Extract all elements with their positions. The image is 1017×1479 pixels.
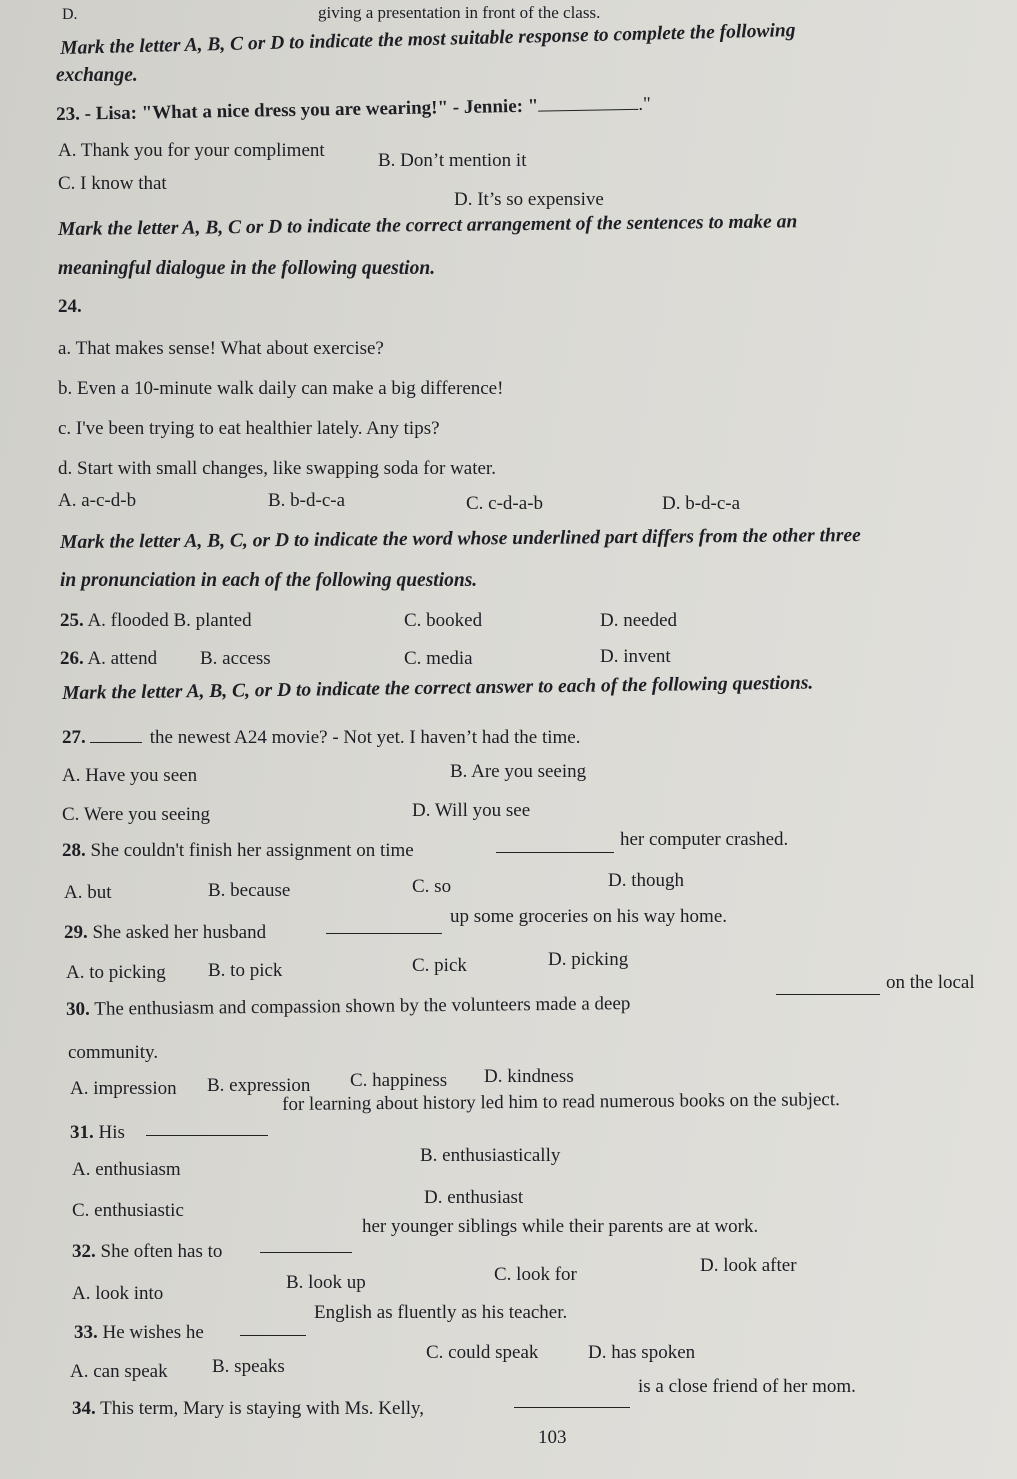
option-d: D. b-d-c-a [662,493,741,514]
option-a: A. Have you seen [62,765,198,786]
answer-blank [496,837,614,853]
option-a: A. look into [72,1283,164,1304]
question-stem: He wishes he [102,1322,204,1343]
instruction-arrangement-line1: Mark the letter A, B, C or D to indicate the correct arrangement of the sentences to make an [58,211,798,240]
option-c: C. booked [404,610,483,631]
question-number: 27. [62,727,86,748]
question-25 [60,610,252,632]
instruction-grammar: Mark the letter A, B, C, or D to indicate the correct answer to each of the following questions. [62,672,814,704]
question-number: 26. [60,648,84,669]
question-number: 33. [74,1322,98,1343]
instruction-response-line1: Mark the letter A, B, C or D to indicate the most suitable response to complete the following [60,20,796,59]
question-stem: She asked her husband [92,922,267,943]
option-d: D. though [608,870,684,891]
option-d: D. look after [700,1255,797,1276]
option-d: D. kindness [484,1066,574,1087]
option-d: D. Will you see [412,800,531,821]
answer-blank [146,1120,268,1136]
option-b: B. access [200,648,271,669]
option-a: A. flooded [87,610,169,631]
question-stem: She often has to [100,1241,223,1262]
answer-blank [260,1237,352,1253]
question-stem: the newest A24 movie? - Not yet. I haven’t had the time. [149,727,581,748]
option-c: C. pick [412,955,467,976]
option-a: A. to picking [66,962,166,983]
question-stem: This term, Mary is staying with Ms. Kelly, [100,1398,425,1419]
instruction-response-line2: exchange. [56,65,138,86]
option-b: B. planted [173,610,252,631]
question-27 [62,727,580,749]
sentence-a: a. That makes sense! What about exercise? [58,338,384,359]
sentence-b: b. Even a 10-minute walk daily can make a big difference! [58,378,504,399]
option-a: A. impression [70,1078,177,1099]
question-number: 28. [62,840,86,861]
question-29 [64,922,266,944]
question-23 [56,94,651,126]
question-stem-end: on the local [886,972,975,993]
question-stem-end: for learning about history led him to read numerous books on the subject. [282,1089,840,1115]
option-b: B. Are you seeing [450,761,587,782]
question-number: 23. [56,103,81,125]
answer-blank [90,727,142,743]
option-a: A. attend [87,648,158,669]
question-26 [60,648,157,670]
question-stem: The enthusiasm and compassion shown by the volunteers made a deep [94,993,631,1020]
option-b: B. b-d-c-a [268,490,346,511]
option-c: C. could speak [426,1342,539,1363]
question-30 [66,993,630,1021]
question-stem-end: up some groceries on his way home. [450,906,728,927]
question-stem: His [98,1122,125,1143]
option-c: C. c-d-a-b [466,493,544,514]
answer-blank [776,979,880,995]
top-fragment-text: giving a presentation in front of the class. [318,3,601,22]
option-a: A. but [64,882,112,903]
question-stem-end: English as fluently as his teacher. [314,1302,568,1323]
option-c: C. look for [494,1264,577,1285]
question-33 [74,1322,204,1344]
option-d: D. has spoken [588,1342,696,1363]
option-d: D. enthusiast [424,1187,524,1208]
question-stem-end: her younger siblings while their parents are at work. [362,1216,759,1237]
option-a: A. enthusiasm [72,1159,181,1180]
answer-blank [240,1320,306,1336]
option-a: A. a-c-d-b [58,490,137,511]
option-b: B. enthusiastically [420,1145,561,1166]
answer-blank [538,94,638,112]
option-b: B. Don’t mention it [378,150,527,171]
question-28 [62,840,414,862]
option-b: B. look up [286,1272,366,1293]
sentence-d: d. Start with small changes, like swapping soda for water. [58,458,496,479]
option-b: B. expression [207,1075,311,1096]
option-b: B. because [208,880,291,901]
instruction-pronunciation-line1: Mark the letter A, B, C, or D to indicate the word whose underlined part differs from the other three [60,525,861,553]
option-d: D. picking [548,949,629,970]
question-number: 32. [72,1241,96,1262]
option-c: C. Were you seeing [62,804,210,825]
top-option-label: D. [62,6,78,23]
question-stem-end: ." [638,93,651,115]
answer-blank [514,1392,630,1408]
sentence-c: c. I've been trying to eat healthier lately. Any tips? [58,418,440,439]
instruction-pronunciation-line2: in pronunciation in each of the following questions. [60,570,478,591]
option-c: C. enthusiastic [72,1200,184,1221]
question-number: 29. [64,922,88,943]
question-number: 34. [72,1398,96,1419]
option-d: D. It’s so expensive [454,189,604,210]
option-c: C. happiness [350,1070,448,1091]
option-b: B. to pick [208,960,283,981]
option-d: D. needed [600,610,678,631]
answer-blank [326,918,442,934]
option-a: A. can speak [70,1361,168,1382]
question-34 [72,1398,424,1420]
question-number: 31. [70,1122,94,1143]
page-number: 103 [538,1427,567,1448]
question-24-number: 24. [58,296,82,317]
question-stem-end: her computer crashed. [620,829,789,850]
question-31 [70,1122,125,1144]
option-c: C. so [412,876,452,897]
instruction-arrangement-line2: meaningful dialogue in the following question. [58,258,436,279]
question-stem: - Lisa: "What a nice dress you are wearing!" - Jennie: " [84,95,539,125]
question-stem-cont: community. [68,1042,159,1063]
question-number: 30. [66,998,90,1020]
question-32 [72,1241,222,1263]
option-a: A. Thank you for your compliment [58,140,325,161]
question-number: 25. [60,610,84,631]
option-c: C. I know that [58,173,167,194]
option-c: C. media [404,648,473,669]
question-stem: She couldn't finish her assignment on time [90,840,414,861]
question-stem-end: is a close friend of her mom. [638,1376,856,1397]
option-d: D. invent [600,646,671,667]
option-b: B. speaks [212,1356,285,1377]
